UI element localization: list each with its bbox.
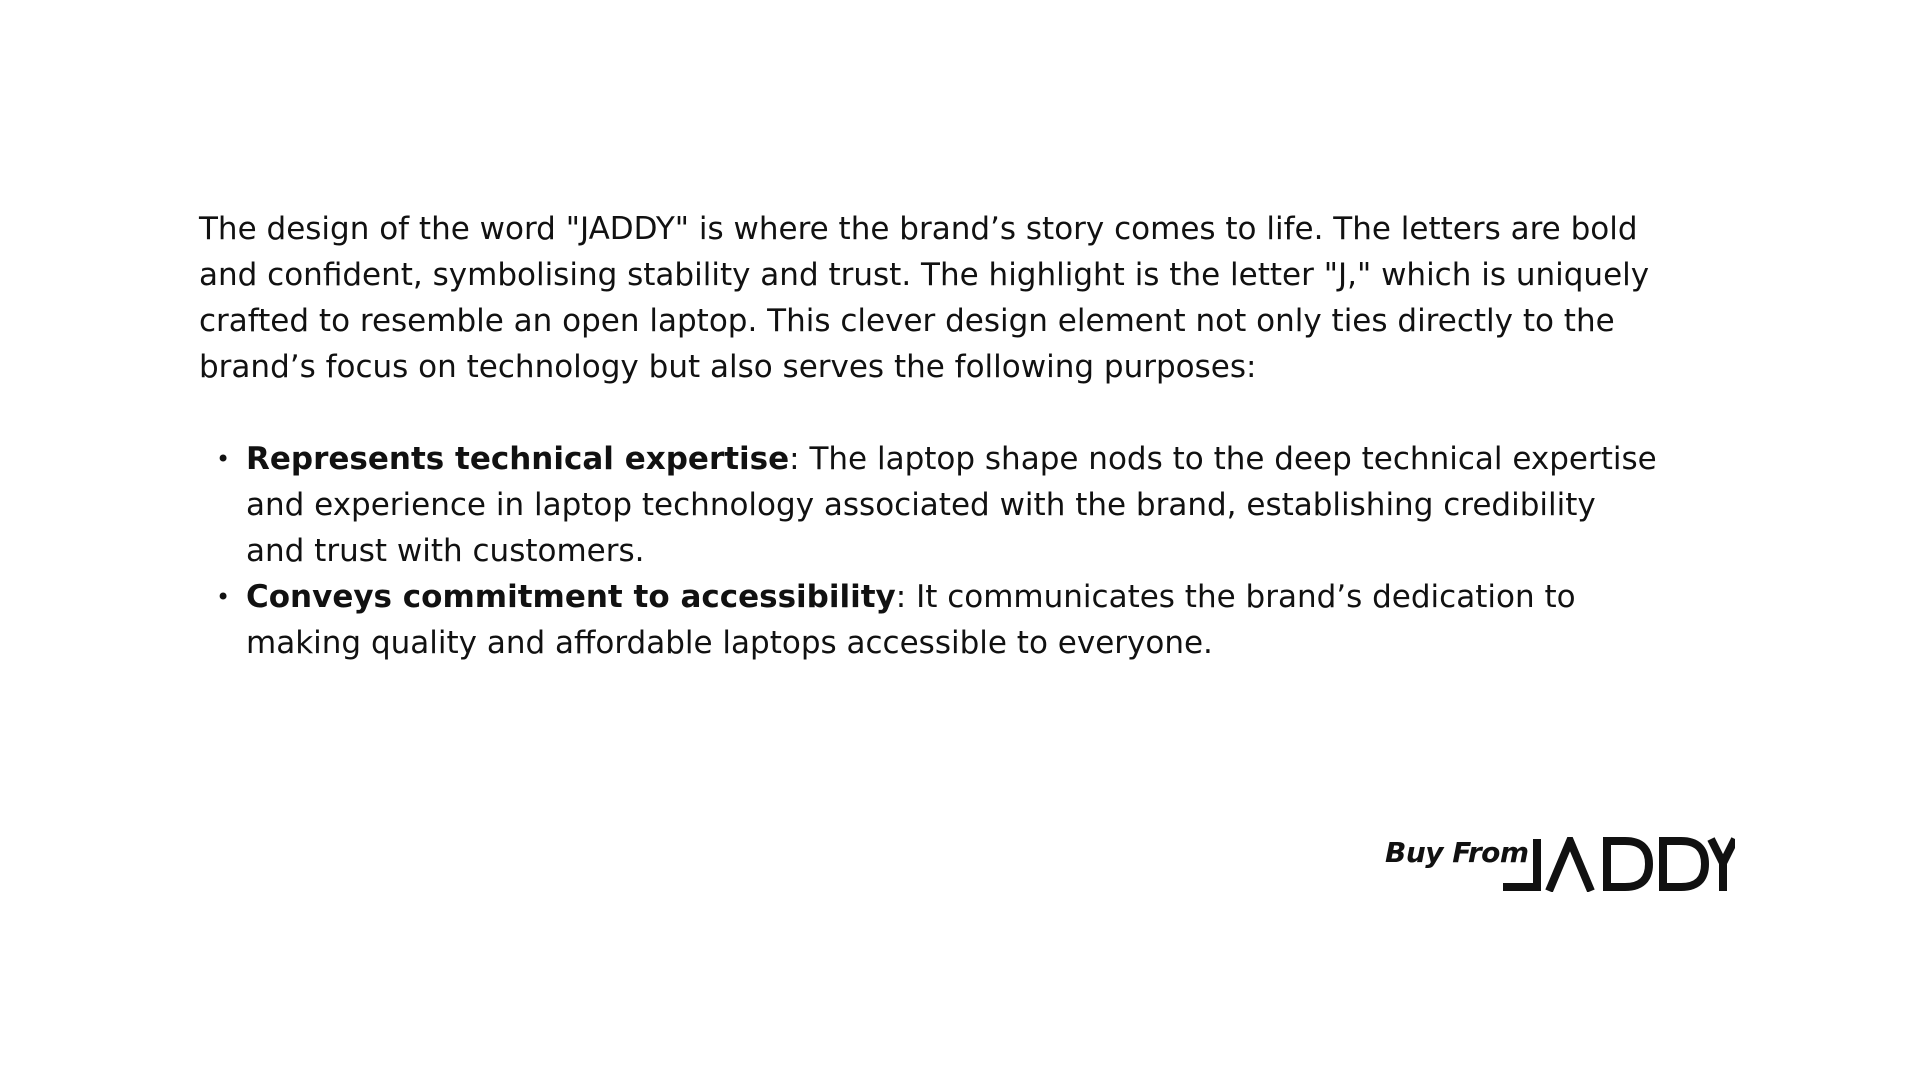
list-item: [199, 436, 1659, 574]
body-content: [199, 206, 1659, 666]
bullet-text: : It communicates the brand’s dedication to making quality and affordable laptops accessible to everyone.: [246, 579, 1576, 661]
list-item: [199, 574, 1659, 666]
bullet-title: Represents technical expertise: [246, 441, 790, 477]
bullet-text: : The laptop shape nods to the deep technical expertise and experience in laptop technology associated with the brand, establishing credibility and trust with customers.: [246, 441, 1657, 569]
brand-logo: [1385, 832, 1735, 892]
jaddy-wordmark-icon: [1503, 837, 1735, 892]
purpose-list: [199, 436, 1659, 666]
bullet-icon: •: [216, 445, 231, 473]
bullet-title: Conveys commitment to accessibility: [246, 579, 896, 615]
bullet-icon: •: [216, 583, 231, 611]
intro-paragraph: The design of the word "JADDY" is where the brand’s story comes to life. The letters are bold and confident, symbolising stability and trust. The highlight is the letter "J," which is uniquely crafted to resemble an open laptop. This clever design element not only ties directly to the brand’s focus on technology but also serves the following purposes:: [199, 211, 1650, 385]
logo-prefix: Buy From: [1385, 836, 1529, 869]
